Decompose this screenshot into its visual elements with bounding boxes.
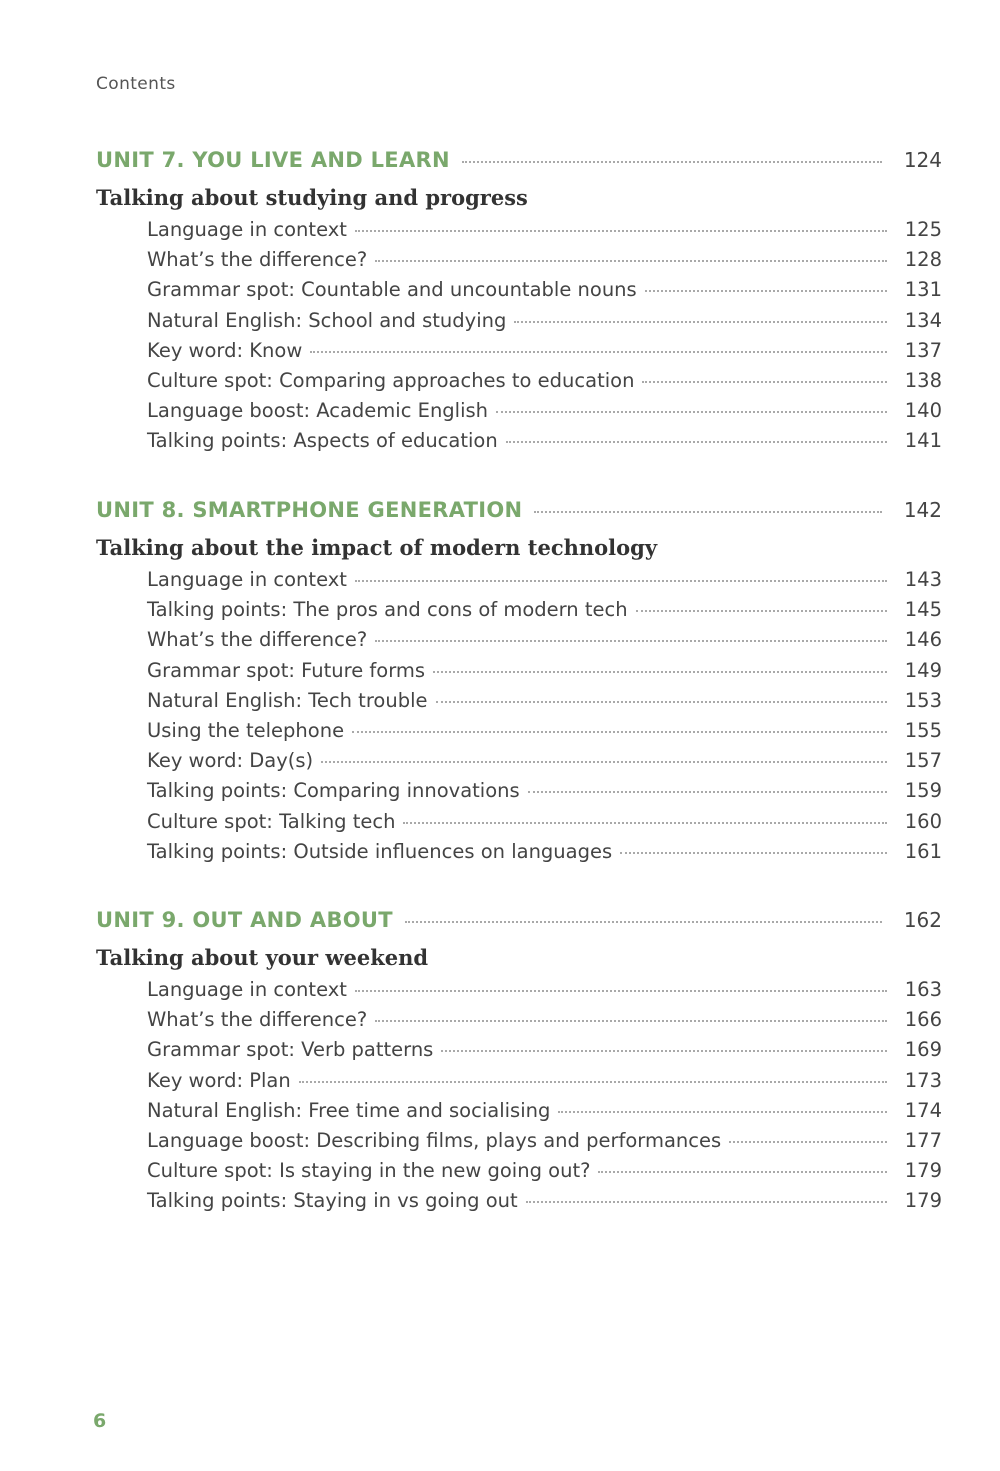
unit-heading[interactable] xyxy=(96,148,942,182)
entry-page-number: 157 xyxy=(904,749,942,773)
toc-entry[interactable] xyxy=(147,568,942,598)
entry-label: Grammar spot: Future forms xyxy=(147,658,426,682)
dot-leader xyxy=(355,230,887,232)
dot-leader xyxy=(645,290,887,292)
dot-leader xyxy=(441,1050,886,1052)
unit-page-number: 142 xyxy=(903,498,942,522)
entry-page-number: 146 xyxy=(904,628,942,652)
entry-page-number: 155 xyxy=(904,718,942,742)
entry-label: Talking points: Aspects of education xyxy=(147,429,498,453)
unit-subtitle: Talking about studying and progress xyxy=(96,185,528,210)
toc-entry[interactable] xyxy=(147,1069,942,1099)
entry-page-number: 179 xyxy=(904,1159,942,1183)
dot-leader xyxy=(496,411,887,413)
entry-page-number: 131 xyxy=(904,278,942,302)
dot-leader xyxy=(514,321,886,323)
dot-leader xyxy=(526,1201,887,1203)
toc-entry[interactable] xyxy=(147,1189,942,1219)
entry-label: Natural English: Tech trouble xyxy=(147,688,428,712)
dot-leader xyxy=(436,701,887,703)
toc-entry[interactable] xyxy=(147,689,942,719)
entry-label: Key word: Day(s) xyxy=(147,749,314,773)
entry-label: Talking points: Outside influences on languages xyxy=(147,839,613,863)
entry-label: Talking points: The pros and cons of modern tech xyxy=(147,598,628,622)
entry-page-number: 174 xyxy=(904,1098,942,1122)
toc-entry[interactable] xyxy=(147,369,942,399)
dot-leader xyxy=(355,990,887,992)
unit-title: UNIT 8. SMARTPHONE GENERATION xyxy=(96,498,523,522)
dot-leader xyxy=(299,1081,887,1083)
toc-entry[interactable] xyxy=(147,779,942,809)
toc-entry[interactable] xyxy=(147,248,942,278)
unit-section-9 xyxy=(96,908,942,1220)
dot-leader xyxy=(534,511,881,513)
entry-page-number: 173 xyxy=(904,1068,942,1092)
entry-label: Language boost: Academic English xyxy=(147,399,489,423)
entry-label: Language in context xyxy=(147,978,347,1001)
toc-entry[interactable] xyxy=(147,309,942,339)
dot-leader xyxy=(310,351,886,353)
dot-leader xyxy=(506,441,887,443)
unit-section-7 xyxy=(96,148,942,460)
entry-page-number: 169 xyxy=(904,1038,942,1062)
unit-heading[interactable] xyxy=(96,498,942,532)
unit-section-8 xyxy=(96,498,942,870)
unit-subtitle: Talking about the impact of modern technology xyxy=(96,535,658,560)
toc-entry[interactable] xyxy=(147,278,942,308)
toc-entry[interactable] xyxy=(147,978,942,1008)
entry-page-number: 128 xyxy=(904,248,942,272)
entry-page-number: 134 xyxy=(904,308,942,332)
entry-page-number: 125 xyxy=(904,218,942,241)
entry-label: Language in context xyxy=(147,218,347,241)
entry-page-number: 179 xyxy=(904,1189,942,1213)
entry-label: Talking points: Comparing innovations xyxy=(147,779,520,803)
page-number: 6 xyxy=(93,1410,107,1432)
dot-leader xyxy=(352,731,887,733)
entry-label: Language boost: Describing films, plays and performances xyxy=(147,1128,722,1152)
entry-page-number: 140 xyxy=(904,399,942,423)
entry-page-number: 153 xyxy=(904,688,942,712)
toc-entry[interactable] xyxy=(147,1099,942,1129)
entry-page-number: 143 xyxy=(904,568,942,591)
dot-leader xyxy=(598,1171,886,1173)
dot-leader xyxy=(403,822,886,824)
dot-leader xyxy=(528,791,887,793)
toc-entry[interactable] xyxy=(147,659,942,689)
entry-page-number: 138 xyxy=(904,368,942,392)
entry-label: Culture spot: Comparing approaches to education xyxy=(147,368,635,392)
toc-entry[interactable] xyxy=(147,749,942,779)
dot-leader xyxy=(375,640,887,642)
unit-title: UNIT 7. YOU LIVE AND LEARN xyxy=(96,148,450,172)
dot-leader xyxy=(642,381,886,383)
dot-leader xyxy=(620,852,887,854)
entry-label: What’s the difference? xyxy=(147,628,368,652)
toc-entry[interactable] xyxy=(147,399,942,429)
entry-page-number: 160 xyxy=(904,809,942,833)
dot-leader xyxy=(636,610,887,612)
toc-entry[interactable] xyxy=(147,598,942,628)
toc-entry[interactable] xyxy=(147,628,942,658)
entry-page-number: 177 xyxy=(904,1128,942,1152)
entry-label: Grammar spot: Countable and uncountable nouns xyxy=(147,278,637,302)
entry-page-number: 149 xyxy=(904,658,942,682)
unit-heading[interactable] xyxy=(96,908,942,942)
entry-label: Natural English: Free time and socialising xyxy=(147,1098,551,1122)
entry-page-number: 145 xyxy=(904,598,942,622)
toc-entry[interactable] xyxy=(147,218,942,248)
dot-leader xyxy=(375,260,887,262)
entry-list xyxy=(147,218,942,460)
dot-leader xyxy=(729,1141,887,1143)
entry-label: Culture spot: Is staying in the new going out? xyxy=(147,1159,591,1183)
dot-leader xyxy=(405,921,882,923)
entry-page-number: 161 xyxy=(904,839,942,863)
entry-page-number: 163 xyxy=(904,978,942,1001)
toc-entry[interactable] xyxy=(147,1129,942,1159)
toc-entry[interactable] xyxy=(147,840,942,870)
entry-label: Key word: Plan xyxy=(147,1068,291,1092)
toc-entry[interactable] xyxy=(147,719,942,749)
entry-label: Talking points: Staying in vs going out xyxy=(147,1189,518,1213)
toc-entry[interactable] xyxy=(147,1159,942,1189)
entry-label: Key word: Know xyxy=(147,338,303,362)
entry-list xyxy=(147,978,942,1220)
toc-entry[interactable] xyxy=(147,1008,942,1038)
entry-label: Culture spot: Talking tech xyxy=(147,809,396,833)
entry-page-number: 141 xyxy=(904,429,942,453)
dot-leader xyxy=(321,761,887,763)
unit-page-number: 162 xyxy=(903,908,942,932)
running-head: Contents xyxy=(96,74,176,94)
toc-entry[interactable] xyxy=(147,429,942,459)
dot-leader xyxy=(462,161,882,163)
unit-subtitle: Talking about your weekend xyxy=(96,945,429,970)
unit-title: UNIT 9. OUT AND ABOUT xyxy=(96,908,393,932)
toc-entry[interactable] xyxy=(147,339,942,369)
dot-leader xyxy=(558,1111,886,1113)
entry-label: Using the telephone xyxy=(147,718,345,742)
entry-label: What’s the difference? xyxy=(147,248,368,272)
entry-page-number: 137 xyxy=(904,338,942,362)
entry-label: Natural English: School and studying xyxy=(147,308,507,332)
dot-leader xyxy=(355,580,887,582)
unit-page-number: 124 xyxy=(903,148,942,172)
entry-page-number: 159 xyxy=(904,779,942,803)
entry-page-number: 166 xyxy=(904,1008,942,1032)
dot-leader xyxy=(433,671,887,673)
entry-label: What’s the difference? xyxy=(147,1008,368,1032)
dot-leader xyxy=(375,1020,887,1022)
toc-entry[interactable] xyxy=(147,1038,942,1068)
entry-label: Grammar spot: Verb patterns xyxy=(147,1038,434,1062)
entry-list xyxy=(147,568,942,870)
entry-label: Language in context xyxy=(147,568,347,591)
toc-entry[interactable] xyxy=(147,810,942,840)
